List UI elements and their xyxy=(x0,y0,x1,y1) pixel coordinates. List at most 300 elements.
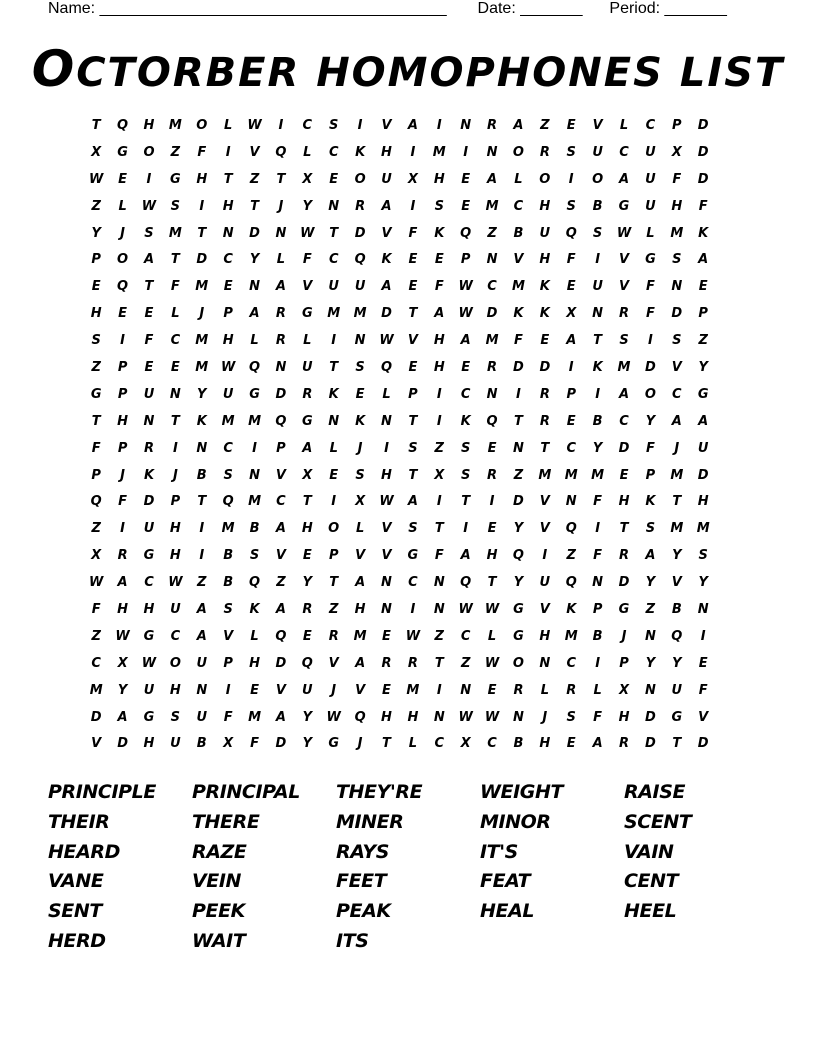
grid-letter[interactable]: P xyxy=(328,548,339,564)
grid-letter[interactable]: D xyxy=(117,736,128,752)
grid-letter[interactable]: N xyxy=(196,440,208,456)
grid-letter[interactable]: N xyxy=(275,360,287,376)
grid-letter[interactable]: W xyxy=(379,333,394,349)
grid-letter[interactable]: T xyxy=(619,521,629,537)
grid-letter[interactable]: I xyxy=(120,333,125,349)
grid-letter[interactable]: F xyxy=(302,252,312,268)
grid-letter[interactable]: G xyxy=(513,628,524,644)
grid-letter[interactable]: F xyxy=(144,333,154,349)
grid-letter[interactable]: V xyxy=(618,252,630,268)
grid-letter[interactable]: G xyxy=(328,736,340,752)
grid-letter[interactable]: V xyxy=(381,548,392,564)
grid-letter[interactable]: R xyxy=(407,655,418,671)
grid-letter[interactable]: S xyxy=(566,709,576,725)
grid-letter[interactable]: G xyxy=(645,252,656,268)
grid-letter[interactable]: Y xyxy=(302,736,313,752)
grid-letter[interactable]: A xyxy=(355,655,366,671)
grid-letter[interactable]: Y xyxy=(513,575,524,591)
grid-letter[interactable]: Q xyxy=(117,279,129,295)
grid-letter[interactable]: T xyxy=(170,413,180,429)
grid-letter[interactable]: X xyxy=(302,171,313,187)
grid-letter[interactable]: A xyxy=(566,333,577,349)
grid-letter[interactable]: S xyxy=(91,333,101,349)
grid-letter[interactable]: H xyxy=(671,198,683,214)
grid-letter[interactable]: E xyxy=(355,386,365,402)
grid-letter[interactable]: T xyxy=(593,333,603,349)
grid-letter[interactable]: C xyxy=(302,118,313,133)
grid-letter[interactable]: D xyxy=(697,118,709,133)
grid-letter[interactable]: V xyxy=(539,521,550,537)
grid-letter[interactable]: Q xyxy=(275,413,287,429)
grid-letter[interactable]: Z xyxy=(460,655,471,671)
grid-letter[interactable]: O xyxy=(196,118,208,133)
grid-letter[interactable]: K xyxy=(539,279,550,295)
grid-letter[interactable]: M xyxy=(564,628,578,644)
grid-letter[interactable]: J xyxy=(331,682,337,698)
grid-letter[interactable]: K xyxy=(328,386,339,402)
grid-letter[interactable]: I xyxy=(436,386,442,402)
grid-letter[interactable]: H xyxy=(143,736,155,752)
grid-letter[interactable]: W xyxy=(484,602,500,618)
grid-letter[interactable]: P xyxy=(91,252,101,268)
grid-letter[interactable]: A xyxy=(196,628,207,644)
grid-letter[interactable]: A xyxy=(275,602,286,618)
grid-letter[interactable]: C xyxy=(276,494,286,510)
grid-letter[interactable]: S xyxy=(672,333,682,349)
grid-letter[interactable]: N xyxy=(328,413,340,429)
grid-letter[interactable]: A xyxy=(618,171,630,187)
grid-letter[interactable]: Q xyxy=(354,709,366,725)
grid-letter[interactable]: V xyxy=(618,279,630,295)
grid-letter[interactable]: E xyxy=(461,171,471,187)
grid-letter[interactable]: N xyxy=(275,225,287,241)
grid-letter[interactable]: I xyxy=(436,118,442,133)
grid-letter[interactable]: R xyxy=(619,306,630,322)
grid-letter[interactable]: R xyxy=(487,118,498,133)
grid-letter[interactable]: A xyxy=(618,386,630,402)
grid-letter[interactable]: B xyxy=(592,198,603,214)
grid-letter[interactable]: Z xyxy=(91,521,101,537)
grid-letter[interactable]: D xyxy=(275,736,287,752)
grid-letter[interactable]: I xyxy=(278,118,284,133)
grid-letter[interactable]: K xyxy=(566,602,577,618)
grid-letter[interactable]: H xyxy=(407,709,419,725)
grid-letter[interactable]: H xyxy=(169,548,181,564)
grid-letter[interactable]: N xyxy=(644,628,656,644)
grid-letter[interactable]: P xyxy=(117,386,128,402)
grid-letter[interactable]: D xyxy=(513,494,524,510)
grid-letter[interactable]: U xyxy=(697,440,709,456)
grid-letter[interactable]: C xyxy=(328,144,339,160)
grid-letter[interactable]: B xyxy=(513,225,524,241)
grid-letter[interactable]: H xyxy=(539,736,551,752)
grid-letter[interactable]: F xyxy=(91,602,101,618)
grid-letter[interactable]: E xyxy=(487,521,497,537)
grid-letter[interactable]: W xyxy=(247,118,262,133)
word-search-grid[interactable] xyxy=(83,113,743,759)
grid-letter[interactable]: V xyxy=(275,682,286,698)
grid-letter[interactable]: U xyxy=(143,682,155,698)
grid-letter[interactable]: C xyxy=(408,575,418,591)
grid-letter[interactable]: Q xyxy=(565,521,577,537)
grid-letter[interactable]: E xyxy=(408,360,418,376)
grid-letter[interactable]: R xyxy=(539,413,550,429)
grid-letter[interactable]: A xyxy=(275,279,286,295)
grid-letter[interactable]: H xyxy=(301,521,313,537)
grid-letter[interactable]: D xyxy=(671,306,683,322)
grid-letter[interactable]: M xyxy=(168,118,182,133)
grid-letter[interactable]: A xyxy=(407,118,418,133)
grid-letter[interactable]: R xyxy=(302,386,313,402)
grid-letter[interactable]: C xyxy=(487,279,497,295)
grid-letter[interactable]: M xyxy=(353,306,367,322)
grid-letter[interactable]: P xyxy=(91,467,101,483)
grid-letter[interactable]: U xyxy=(170,736,181,752)
grid-letter[interactable]: N xyxy=(354,333,366,349)
grid-letter[interactable]: X xyxy=(117,655,128,671)
grid-letter[interactable]: H xyxy=(169,521,181,537)
grid-letter[interactable]: R xyxy=(487,360,498,376)
grid-letter[interactable]: Q xyxy=(249,575,261,591)
grid-letter[interactable]: F xyxy=(645,306,655,322)
grid-letter[interactable]: W xyxy=(115,628,130,644)
grid-letter[interactable]: Q xyxy=(565,575,577,591)
grid-letter[interactable]: Y xyxy=(698,360,708,376)
grid-letter[interactable]: D xyxy=(618,440,630,456)
grid-letter[interactable]: H xyxy=(117,413,129,429)
grid-letter[interactable]: A xyxy=(117,709,128,725)
grid-letter[interactable]: T xyxy=(434,521,444,537)
grid-letter[interactable]: H xyxy=(196,171,208,187)
grid-letter[interactable]: T xyxy=(408,413,418,429)
grid-letter[interactable]: S xyxy=(329,118,339,133)
grid-letter[interactable]: Z xyxy=(276,575,286,591)
grid-letter[interactable]: K xyxy=(381,252,392,268)
grid-letter[interactable]: Q xyxy=(486,413,498,429)
grid-letter[interactable]: A xyxy=(671,413,682,429)
grid-letter[interactable]: V xyxy=(249,144,260,160)
grid-letter[interactable]: G xyxy=(143,548,155,564)
grid-letter[interactable]: V xyxy=(592,118,603,133)
grid-letter[interactable]: E xyxy=(487,440,497,456)
grid-letter[interactable]: B xyxy=(223,548,234,564)
grid-letter[interactable]: R xyxy=(619,548,630,564)
grid-letter[interactable]: X xyxy=(407,171,418,187)
grid-letter[interactable]: F xyxy=(91,440,101,456)
grid-letter[interactable]: W xyxy=(379,494,394,510)
grid-letter[interactable]: X xyxy=(91,144,102,160)
grid-letter[interactable]: Y xyxy=(645,413,656,429)
grid-letter[interactable]: U xyxy=(222,386,234,402)
grid-letter[interactable]: I xyxy=(331,333,337,349)
grid-letter[interactable]: U xyxy=(381,171,392,187)
grid-letter[interactable]: Y xyxy=(302,575,313,591)
grid-letter[interactable]: N xyxy=(222,225,234,241)
grid-letter[interactable]: L xyxy=(593,682,602,698)
grid-letter[interactable]: S xyxy=(223,602,233,618)
grid-letter[interactable]: M xyxy=(89,682,103,698)
grid-letter[interactable]: N xyxy=(697,602,709,618)
grid-letter[interactable]: M xyxy=(432,144,446,160)
grid-letter[interactable]: F xyxy=(698,682,708,698)
grid-letter[interactable]: N xyxy=(249,467,260,483)
grid-letter[interactable]: J xyxy=(120,467,125,483)
grid-letter[interactable]: V xyxy=(539,602,550,618)
grid-letter[interactable]: S xyxy=(566,144,576,160)
grid-letter[interactable]: K xyxy=(645,494,656,510)
grid-letter[interactable]: R xyxy=(355,198,366,214)
grid-letter[interactable]: Z xyxy=(566,548,576,564)
grid-letter[interactable]: N xyxy=(513,709,524,725)
grid-letter[interactable]: S xyxy=(170,709,181,725)
grid-letter[interactable]: B xyxy=(592,628,603,644)
grid-letter[interactable]: W xyxy=(168,575,183,591)
grid-letter[interactable]: Y xyxy=(672,548,682,564)
grid-letter[interactable]: I xyxy=(199,548,205,564)
grid-letter[interactable]: H xyxy=(222,198,234,214)
grid-letter[interactable]: Y xyxy=(302,709,313,725)
grid-letter[interactable]: V xyxy=(275,548,286,564)
grid-letter[interactable]: Q xyxy=(275,144,287,160)
grid-letter[interactable]: N xyxy=(143,413,155,429)
grid-letter[interactable]: V xyxy=(275,467,286,483)
grid-letter[interactable]: I xyxy=(436,494,442,510)
grid-letter[interactable]: J xyxy=(172,467,178,483)
grid-letter[interactable]: U xyxy=(302,682,313,698)
grid-letter[interactable]: K xyxy=(196,413,207,429)
grid-letter[interactable]: S xyxy=(645,521,656,537)
grid-letter[interactable]: F xyxy=(434,279,444,295)
grid-letter[interactable]: N xyxy=(328,198,340,214)
grid-letter[interactable]: X xyxy=(302,467,313,483)
grid-letter[interactable]: I xyxy=(595,252,601,268)
grid-letter[interactable]: M xyxy=(670,467,684,483)
grid-letter[interactable]: S xyxy=(408,440,418,456)
grid-letter[interactable]: Z xyxy=(513,467,524,483)
grid-letter[interactable]: C xyxy=(645,118,656,133)
grid-letter[interactable]: O xyxy=(169,655,181,671)
grid-letter[interactable]: C xyxy=(434,736,445,752)
grid-letter[interactable]: E xyxy=(540,333,550,349)
grid-letter[interactable]: M xyxy=(327,306,341,322)
grid-letter[interactable]: F xyxy=(118,494,128,510)
grid-letter[interactable]: W xyxy=(326,709,341,725)
grid-letter[interactable]: U xyxy=(645,171,656,187)
grid-letter[interactable]: X xyxy=(355,494,366,510)
grid-letter[interactable]: K xyxy=(434,225,445,241)
grid-letter[interactable]: G xyxy=(618,198,630,214)
grid-letter[interactable]: C xyxy=(513,198,524,214)
grid-letter[interactable]: N xyxy=(169,386,181,402)
grid-letter[interactable]: L xyxy=(224,118,233,133)
grid-letter[interactable]: D xyxy=(275,386,287,402)
grid-letter[interactable]: B xyxy=(196,467,207,483)
grid-letter[interactable]: U xyxy=(328,279,339,295)
grid-letter[interactable]: Z xyxy=(91,360,101,376)
grid-letter[interactable]: E xyxy=(382,628,391,644)
grid-letter[interactable]: E xyxy=(408,252,418,268)
grid-letter[interactable]: Y xyxy=(645,575,656,591)
grid-letter[interactable]: O xyxy=(512,144,524,160)
grid-letter[interactable]: K xyxy=(355,413,366,429)
grid-letter[interactable]: M xyxy=(195,333,209,349)
grid-letter[interactable]: S xyxy=(566,198,576,214)
grid-letter[interactable]: T xyxy=(223,171,233,187)
grid-letter[interactable]: P xyxy=(645,467,656,483)
grid-letter[interactable]: M xyxy=(168,225,182,241)
grid-letter[interactable]: A xyxy=(698,413,709,429)
grid-letter[interactable]: S xyxy=(460,440,471,456)
grid-letter[interactable]: M xyxy=(511,279,525,295)
grid-letter[interactable]: C xyxy=(170,628,181,644)
grid-letter[interactable]: H xyxy=(90,306,102,322)
grid-letter[interactable]: Z xyxy=(434,628,444,644)
grid-letter[interactable]: S xyxy=(672,252,682,268)
grid-letter[interactable]: R xyxy=(275,333,286,349)
grid-letter[interactable]: S xyxy=(355,360,365,376)
grid-letter[interactable]: Q xyxy=(671,628,683,644)
grid-letter[interactable]: D xyxy=(645,360,656,376)
grid-letter[interactable]: M xyxy=(696,521,710,537)
grid-letter[interactable]: L xyxy=(619,118,629,133)
grid-letter[interactable]: P xyxy=(566,386,576,402)
grid-letter[interactable]: A xyxy=(275,709,286,725)
grid-letter[interactable]: J xyxy=(278,198,284,214)
grid-letter[interactable]: E xyxy=(302,628,312,644)
grid-letter[interactable]: O xyxy=(143,144,155,160)
grid-letter[interactable]: R xyxy=(566,682,577,698)
grid-letter[interactable]: F xyxy=(250,736,259,752)
grid-letter[interactable]: E xyxy=(144,306,154,322)
grid-letter[interactable]: L xyxy=(250,333,259,349)
grid-letter[interactable]: A xyxy=(487,171,498,187)
grid-letter[interactable]: E xyxy=(566,279,576,295)
grid-letter[interactable]: Z xyxy=(434,440,444,456)
grid-letter[interactable]: P xyxy=(276,440,286,456)
grid-letter[interactable]: S xyxy=(223,467,233,483)
grid-letter[interactable]: Q xyxy=(301,655,313,671)
grid-letter[interactable]: M xyxy=(221,521,235,537)
grid-letter[interactable]: M xyxy=(591,467,605,483)
grid-letter[interactable]: K xyxy=(539,306,550,322)
grid-letter[interactable]: N xyxy=(460,682,472,698)
grid-letter[interactable]: F xyxy=(434,548,444,564)
grid-letter[interactable]: I xyxy=(700,628,706,644)
grid-letter[interactable]: L xyxy=(329,440,338,456)
grid-letter[interactable]: M xyxy=(195,360,209,376)
grid-letter[interactable]: D xyxy=(354,225,366,241)
grid-letter[interactable]: C xyxy=(91,655,101,671)
grid-letter[interactable]: I xyxy=(595,655,601,671)
grid-letter[interactable]: M xyxy=(248,413,261,429)
grid-letter[interactable]: F xyxy=(197,144,207,160)
grid-letter[interactable]: N xyxy=(460,118,472,133)
grid-letter[interactable]: I xyxy=(436,413,442,429)
grid-letter[interactable]: E xyxy=(382,682,391,698)
grid-letter[interactable]: H xyxy=(143,602,155,618)
grid-letter[interactable]: S xyxy=(698,548,708,564)
grid-letter[interactable]: T xyxy=(197,494,207,510)
grid-letter[interactable]: P xyxy=(619,655,629,671)
grid-letter[interactable]: H xyxy=(381,467,392,483)
grid-letter[interactable]: X xyxy=(223,736,234,752)
grid-letter[interactable]: N xyxy=(196,682,208,698)
grid-letter[interactable]: C xyxy=(328,252,339,268)
grid-letter[interactable]: T xyxy=(461,494,471,510)
grid-letter[interactable]: E xyxy=(118,171,128,187)
grid-letter[interactable]: R xyxy=(381,655,392,671)
grid-letter[interactable]: L xyxy=(408,736,418,752)
grid-letter[interactable]: L xyxy=(276,252,286,268)
grid-letter[interactable]: D xyxy=(697,144,709,160)
grid-letter[interactable]: L xyxy=(250,628,259,644)
grid-letter[interactable]: M xyxy=(538,467,552,483)
grid-letter[interactable]: V xyxy=(328,655,339,671)
grid-letter[interactable]: B xyxy=(249,521,260,537)
grid-letter[interactable]: I xyxy=(384,440,389,456)
grid-letter[interactable]: I xyxy=(225,144,231,160)
grid-letter[interactable]: J xyxy=(199,306,205,322)
grid-letter[interactable]: P xyxy=(223,655,233,671)
grid-letter[interactable]: Y xyxy=(249,252,260,268)
grid-letter[interactable]: D xyxy=(143,494,155,510)
grid-letter[interactable]: K xyxy=(249,602,260,618)
grid-letter[interactable]: U xyxy=(196,655,208,671)
grid-letter[interactable]: R xyxy=(275,306,286,322)
grid-letter[interactable]: Y xyxy=(592,440,603,456)
grid-letter[interactable]: I xyxy=(331,494,337,510)
grid-letter[interactable]: V xyxy=(91,736,102,752)
grid-letter[interactable]: U xyxy=(354,279,366,295)
grid-letter[interactable]: U xyxy=(302,360,313,376)
grid-letter[interactable]: Q xyxy=(275,628,287,644)
grid-letter[interactable]: N xyxy=(486,252,498,268)
grid-letter[interactable]: Y xyxy=(672,655,682,671)
grid-letter[interactable]: N xyxy=(565,494,577,510)
grid-letter[interactable]: E xyxy=(250,682,259,698)
grid-letter[interactable]: A xyxy=(434,306,445,322)
grid-letter[interactable]: E xyxy=(329,467,339,483)
grid-letter[interactable]: I xyxy=(410,602,416,618)
grid-letter[interactable]: N xyxy=(381,575,392,591)
grid-letter[interactable]: H xyxy=(222,333,234,349)
grid-letter[interactable]: D xyxy=(275,655,287,671)
grid-letter[interactable]: R xyxy=(143,440,154,456)
grid-letter[interactable]: D xyxy=(697,171,709,187)
grid-letter[interactable]: R xyxy=(619,736,630,752)
grid-letter[interactable]: A xyxy=(698,252,709,268)
grid-letter[interactable]: V xyxy=(381,521,392,537)
grid-letter[interactable]: F xyxy=(408,225,418,241)
grid-letter[interactable]: T xyxy=(540,440,550,456)
grid-letter[interactable]: I xyxy=(410,198,416,214)
grid-letter[interactable]: I xyxy=(225,682,231,698)
name-field[interactable]: Name: _______________________________________ xyxy=(48,0,447,17)
grid-letter[interactable]: M xyxy=(670,521,684,537)
grid-letter[interactable]: P xyxy=(117,360,128,376)
grid-letter[interactable]: E xyxy=(566,118,576,133)
grid-letter[interactable]: P xyxy=(408,386,418,402)
grid-letter[interactable]: E xyxy=(170,360,180,376)
grid-letter[interactable]: I xyxy=(542,548,548,564)
grid-letter[interactable]: S xyxy=(408,521,418,537)
grid-letter[interactable]: H xyxy=(433,360,445,376)
grid-letter[interactable]: C xyxy=(223,440,233,456)
grid-letter[interactable]: H xyxy=(539,198,551,214)
grid-letter[interactable]: X xyxy=(434,467,445,483)
grid-letter[interactable]: S xyxy=(144,225,154,241)
grid-letter[interactable]: W xyxy=(89,575,104,591)
